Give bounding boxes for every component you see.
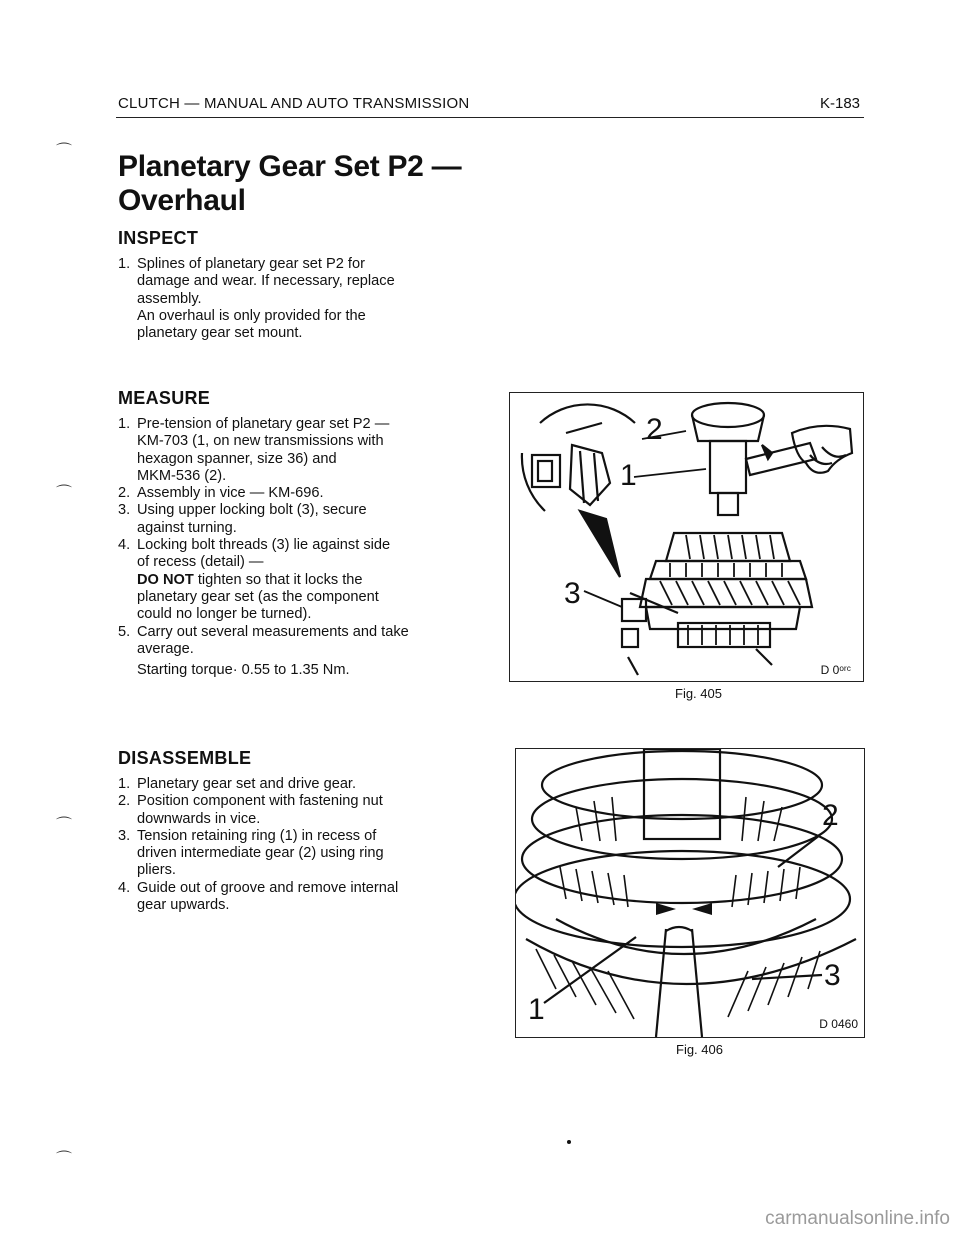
margin-mark: ⌒ <box>56 485 73 502</box>
list-item-text: Locking bolt threads (3) lie against side <box>137 537 391 554</box>
page-number: K-183 <box>820 95 861 112</box>
callout-label: 1 <box>620 459 637 492</box>
list-item <box>118 793 478 828</box>
list-item <box>118 502 478 537</box>
list-item-text: Using upper locking bolt (3), secure <box>137 502 367 519</box>
figure-406 <box>515 748 865 1038</box>
list-item <box>118 256 478 342</box>
list-item-text: Planetary gear set and drive gear. <box>137 776 357 792</box>
list-item <box>118 624 478 680</box>
margin-mark: ⌒ <box>56 1151 73 1168</box>
header-rule <box>116 117 864 118</box>
list-item-text: planetary gear set mount. <box>137 325 303 342</box>
torque-spec: Starting torque· 0.55 to 1.35 Nm. <box>137 662 350 679</box>
figure-406-illustration <box>516 749 864 1037</box>
list-item <box>118 828 478 880</box>
disassemble-list <box>118 776 478 914</box>
callout-label: 3 <box>564 577 581 610</box>
list-item-text: KM-703 (1, on new transmissions with <box>137 433 384 450</box>
callout-label: 3 <box>824 959 841 992</box>
watermark: carmanualsonline.info <box>765 1208 950 1229</box>
list-item-number: 1. <box>118 256 131 272</box>
list-item <box>118 880 478 915</box>
list-item-text: against turning. <box>137 519 237 536</box>
warning-emphasis: DO NOT <box>137 571 194 588</box>
page-title-line: Planetary Gear Set P2 — <box>118 150 462 183</box>
list-item-text: Position component with fastening nut <box>137 793 383 810</box>
figure-caption: Fig. 405 <box>675 686 722 701</box>
list-item-text: damage and wear. If necessary, replace <box>137 273 395 290</box>
measure-list <box>118 416 478 679</box>
list-item-text: An overhaul is only provided for the <box>137 307 366 324</box>
list-item-text: Carry out several measurements and take <box>137 623 409 640</box>
list-item-text: could no longer be turned). <box>137 606 312 623</box>
list-item-text: Tension retaining ring (1) in recess of <box>137 827 377 844</box>
list-item-text: MKM-536 (2). <box>137 467 227 484</box>
section-heading-inspect: INSPECT <box>118 228 199 248</box>
list-item-text: Guide out of groove and remove internal <box>137 879 399 896</box>
list-item-number: 1. <box>118 416 131 432</box>
inspect-list <box>118 256 478 342</box>
section-heading-measure: MEASURE <box>118 388 211 408</box>
page-title <box>118 150 538 218</box>
list-item <box>118 537 478 623</box>
list-item-text: gear upwards. <box>137 897 230 914</box>
figure-405 <box>509 392 864 682</box>
list-item-text <box>137 572 478 589</box>
page-title-line: Overhaul <box>118 184 246 217</box>
list-item <box>118 776 478 793</box>
margin-mark: ⌒ <box>56 817 73 834</box>
list-item-number: 5. <box>118 623 131 640</box>
list-item-number: 3. <box>118 827 131 844</box>
callout-label: 1 <box>528 993 545 1026</box>
scan-speck <box>567 1140 571 1144</box>
section-heading-disassemble: DISASSEMBLE <box>118 748 252 768</box>
list-item-text: hexagon spanner, size 36) and <box>137 450 337 467</box>
list-item-number: 2. <box>118 485 131 502</box>
list-item-number: 4. <box>118 537 131 554</box>
callout-label: 2 <box>646 413 663 446</box>
list-item <box>118 485 478 502</box>
margin-mark: ⌒ <box>56 143 73 160</box>
figure-code: D 0460 <box>819 1017 858 1031</box>
figure-code: D 0ᵒʳᶜ <box>820 663 851 677</box>
list-item <box>118 416 478 485</box>
list-item-text: planetary gear set (as the component <box>137 588 379 605</box>
list-item-number: 4. <box>118 879 131 896</box>
running-header: CLUTCH — MANUAL AND AUTO TRANSMISSION <box>118 95 470 112</box>
list-item-text: average. <box>137 640 194 657</box>
callout-label: 2 <box>822 799 839 832</box>
list-item-text: Pre-tension of planetary gear set P2 — <box>137 416 390 432</box>
list-item-text: tighten so that it locks the <box>193 571 363 588</box>
list-item-number: 2. <box>118 793 131 810</box>
list-item-text: of recess (detail) — <box>137 554 264 571</box>
list-item-text: pliers. <box>137 862 176 879</box>
list-item-text: downwards in vice. <box>137 810 261 827</box>
figure-405-illustration <box>510 393 863 681</box>
list-item-text: Splines of planetary gear set P2 for <box>137 256 365 272</box>
figure-caption: Fig. 406 <box>676 1042 723 1057</box>
list-item-number: 1. <box>118 776 131 792</box>
list-item-text: assembly. <box>137 290 202 307</box>
list-item-text: Assembly in vice — KM-696. <box>137 485 324 502</box>
list-item-text: driven intermediate gear (2) using ring <box>137 845 384 862</box>
list-item-number: 3. <box>118 502 131 519</box>
